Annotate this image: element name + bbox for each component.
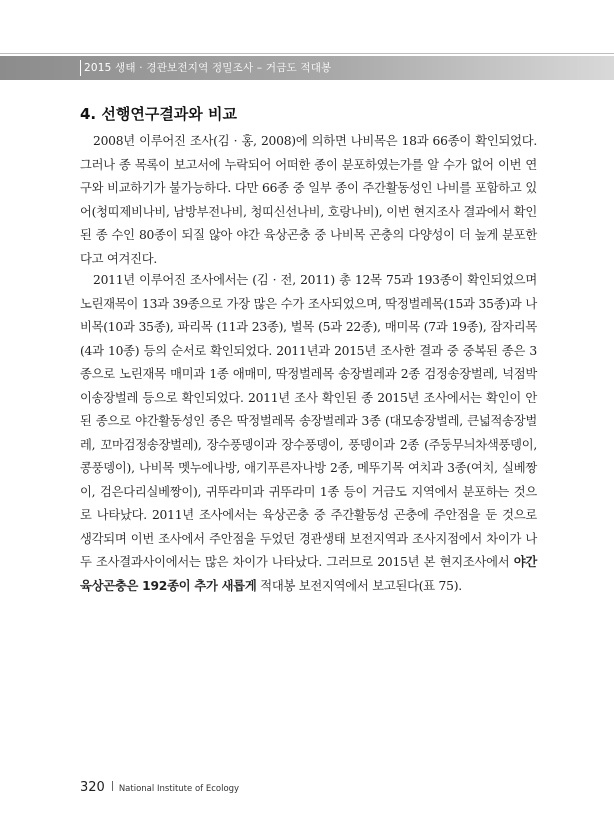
paragraph-2-tail: 적대봉 보전지역에서 보고된다(표 75). — [256, 578, 462, 593]
header-rule — [0, 53, 614, 54]
page-number: 320 — [80, 780, 105, 795]
running-header-title: 2015 생태 · 경관보전지역 정밀조사 – 거금도 적대봉 — [84, 62, 332, 74]
paragraph-2 — [80, 269, 537, 598]
footer-separator — [112, 781, 113, 791]
footer-organization: National Institute of Ecology — [118, 784, 240, 794]
paragraph-2-main: 2011년 이루어진 조사에서는 (김 · 전, 2011) 총 12목 75과 193종이 확인되었으며 노린재목이 13과 39종으로 가장 많은 수가 조사되었으며, 딱정벌레목(15과 35종)과 나비목(10과 35종), 파리목 (11과 23종), 벌목 (5과 22종), 매미목 (7과 19종), 잠자리목 (4과 10종) 등의 순서로 확인되었다. 2011년과 2015년 조사한 결과 중 중복된 종은 3종으로 노린재목 매미과 1종 애매미, 딱정벌레목 송장벌레과 2종 검정송장벌레, 넉점박이송장벌레 등으로 확인되었다. 2011년 조사 확인된 종 2015년 조사에서는 확인이 안된 종으로 야간활동성인 종은 딱정벌레목 송장벌레과 3종 (대모송장벌레, 큰넓적송장벌레, 꼬마검정송장벌레), 장수풍뎅이과 장수풍뎅이, 풍뎅이과 2종 (주둥무늬차색풍뎅이, 콩풍뎅이), 나비목 멧누에나방, 애기푸른자나방 2종, 메뚜기목 여치과 3종(여치, 실베짱이, 검은다리실베짱이), 귀뚜라미과 귀뚜라미 1종 등이 거금도 지역에서 분포하는 것으로 나타났다. 2011년 조사에서는 육상곤충 중 주간활동성 곤충에 주안점을 둔 것으로 생각되며 이번 조사에서 주안점을 두었던 경관생태 보전지역과 조사지점에서 차이가 나 두 조사결과사이에서는 많은 차이가 나타났다. 그러므로 2015년 본 현지조사에서 — [80, 273, 537, 569]
page-footer — [80, 780, 239, 795]
header-separator — [80, 60, 81, 76]
paragraph-1: 2008년 이루어진 조사(김 · 홍, 2008)에 의하면 나비목은 18과 66종이 확인되었다. 그러나 종 목록이 보고서에 누락되어 어떠한 종이 분포하였는가를 알 수가 없어 이번 연구와 비교하기가 불가능하다. 다만 66종 중 일부 종이 주간활동성인 나비를 포함하고 있어(청띠제비나비, 남방부전나비, 청띠신선나비, 호랑나비), 이번 현지조사 결과에서 확인된 종 수인 80종이 되질 않아 야간 육상곤충 중 나비목 곤충의 다양성이 더 높게 분포한다고 여겨진다. — [80, 134, 537, 266]
section-title: 4. 선행연구결과와 비교 — [80, 105, 237, 123]
paragraph-2-highlight: 야간 육상곤충은 192종이 추가 새롭게 — [80, 555, 537, 593]
